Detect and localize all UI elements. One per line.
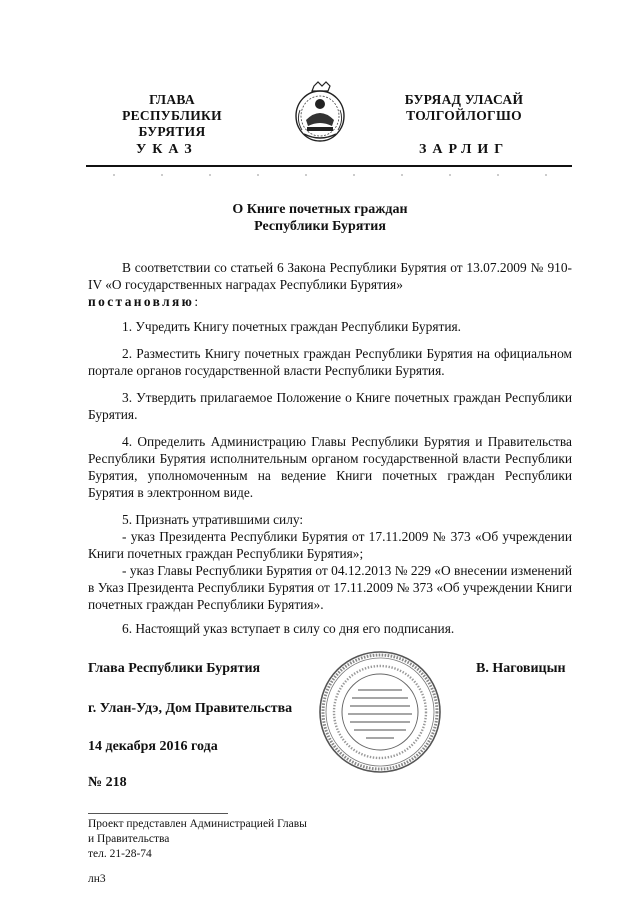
item-2: 2. Разместить Книгу почетных граждан Республики Бурятия на официальном портале органов государственной власти Республики Бурятия. [88,346,572,378]
intro-text: В соответствии со статьей 6 Закона Республики Бурятия от 13.07.2009 № 910-IV «О государственных наградах Республики Бурятия» [88,260,572,292]
item-6: 6. Настоящий указ вступает в силу со дня его подписания. [122,621,455,636]
header-right-line2: ТОЛГОЙЛОГШО [406,108,522,123]
header-left-line2: РЕСПУБЛИКИ БУРЯТИЯ [122,108,222,139]
official-seal-stamp [318,650,442,774]
title-line2: Республики Бурятия [254,219,386,234]
footer-line1: Проект представлен Администрацией Главы [88,818,307,830]
title-line1: О Книге почетных граждан [232,202,408,217]
header-rule [86,165,572,167]
item-5: 5. Признать утратившими силу: [122,512,304,527]
coat-of-arms-icon [292,80,348,148]
doc-type-left: УКАЗ [136,142,198,157]
header-dotted-line [90,173,570,177]
decree-title [0,201,640,235]
header-left-title [92,92,252,140]
item-5-a: - указ Президента Республики Бурятия от 17.11.2009 № 373 «Об учреждении Книги почетных граждан Республики Бурятия»; [88,529,572,561]
header-right-line1: БУРЯАД УЛАСАЙ [404,92,524,107]
sign-place: г. Улан-Удэ, Дом Правительства [88,701,293,716]
footer-line2: и Правительства [88,833,170,845]
item-3: 3. Утвердить прилагаемое Положение о Книге почетных граждан Республики Бурятия. [88,390,572,422]
decree-colon: : [194,294,199,309]
item-1: 1. Учредить Книгу почетных граждан Республики Бурятия. [122,319,462,334]
intro-paragraph [88,259,572,293]
signer-name: В. Наговицын [476,661,566,676]
decree-word-line [88,293,572,310]
decree-number: № 218 [88,775,127,790]
item-5-b: - указ Главы Республики Бурятия от 04.12.2013 № 229 «О внесении изменений в Указ Президента Республики Бурятия от 17.11.2009 № 373 «Об учреждении Книги почетных граждан Республики Бурятия». [88,563,572,612]
signer-position: Глава Республики Бурятия [88,661,261,676]
footer-code: лн3 [88,873,106,885]
doc-type-right: ЗАРЛИГ [419,142,510,157]
item-4: 4. Определить Администрацию Главы Республики Бурятия и Правительства Республики Бурятия исполнительным органом государственной власти Республики Бурятия, уполномоченным на ведение Книги почетных граждан Республики Бурятия в электронном виде. [88,434,572,500]
footer-phone: тел. 21-28-74 [88,848,152,860]
header-right-title [384,92,544,124]
decree-word: постановляю [88,294,195,309]
sign-date: 14 декабря 2016 года [88,739,218,754]
footer-rule [88,813,228,814]
footer-note [88,817,307,862]
header-left-line1: ГЛАВА [149,92,195,107]
